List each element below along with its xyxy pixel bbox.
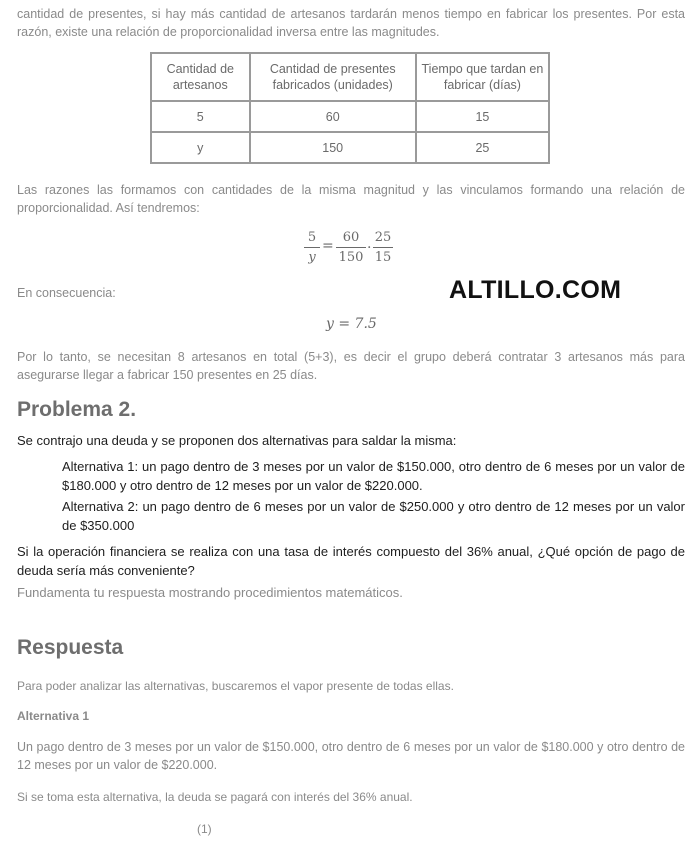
answer-intro: Para poder analizar las alternativas, buscaremos el vapor presente de todas ellas. [17, 679, 454, 693]
table-cell: 5 [151, 101, 250, 132]
table-cell: y [151, 132, 250, 163]
alternative-2-text: Alternativa 2: un pago dentro de 6 meses por un valor de $250.000 y otro dentro de 12 meses por un valor de $350.000 [62, 499, 685, 533]
table-row [151, 101, 549, 132]
table-header-row [151, 53, 549, 101]
result-equation: y = 7.5 [326, 316, 377, 332]
equals-sign: = [322, 238, 334, 254]
table-header-cell: Cantidad de artesanos [151, 53, 250, 101]
table-cell: 15 [416, 101, 549, 132]
alternative-1-text: Alternativa 1: un pago dentro de 3 meses por un valor de $150.000, otro dentro de 6 meses por un valor de $180.000 y otro dentro de 12 meses por un valor de $220.000. [62, 459, 685, 493]
answer-alternative-1-text: Un pago dentro de 3 meses por un valor de $150.000, otro dentro de 6 meses por un valor de $180.000 y otro dentro de 12 meses por un valor de $220.000. [17, 740, 685, 772]
table-row [151, 132, 549, 163]
alternative-1-title: Alternativa 1 [17, 709, 90, 723]
answer-heading: Respuesta [17, 636, 124, 659]
table-cell: 60 [250, 101, 416, 132]
table-header-cell: Tiempo que tardan en fabricar (días) [416, 53, 549, 101]
fraction-5-over-y: $\frac{5}{y}$ [304, 230, 320, 266]
table-header-cell: Cantidad de presentes fabricados (unidades) [250, 53, 416, 101]
intro-paragraph: cantidad de presentes, si hay más cantidad de artesanos tardarán menos tiempo en fabricar los presentes. Por esta razón, existe una relación de proporcionalidad inversa entre las magnitudes. [17, 7, 685, 39]
problem-question: Si la operación financiera se realiza con una tasa de interés compuesto del 36% anual, ¿Qué opción de pago de deuda sería más conveniente? [17, 544, 685, 578]
consequence-label: En consecuencia: [17, 286, 116, 300]
fraction-25-over-15: $\frac{25}{15}$ [374, 230, 392, 265]
table-cell: 25 [416, 132, 549, 163]
conclusion-paragraph: Por lo tanto, se necesitan 8 artesanos en total (5+3), es decir el grupo deberá contratar 3 artesanos más para asegurarse llegar a fabricar 150 presentes en 25 días. [17, 350, 685, 382]
fraction-60-over-150: $\frac{60}{150}$ [336, 230, 366, 266]
answer-alternative-1-note: Si se toma esta alternativa, la deuda se pagará con interés del 36% anual. [17, 790, 413, 804]
reasoning-paragraph: Las razones las formamos con cantidades de la misma magnitud y las vinculamos formando una relación de proporcionalidad. Así tendremos: [17, 183, 685, 215]
table-cell: 150 [250, 132, 416, 163]
problem-heading: Problema 2. [17, 398, 137, 421]
altillo-watermark: ALTILLO.COM [449, 276, 622, 304]
proportion-equation [300, 230, 400, 270]
problem-instruction: Fundamenta tu respuesta mostrando procedimientos matemáticos. [17, 585, 403, 600]
multiplication-dot: . [367, 236, 372, 252]
proportion-table [150, 52, 550, 164]
problem-statement: Se contrajo una deuda y se proponen dos alternativas para saldar la misma: [17, 433, 457, 448]
equation-number: (1) [197, 822, 212, 836]
